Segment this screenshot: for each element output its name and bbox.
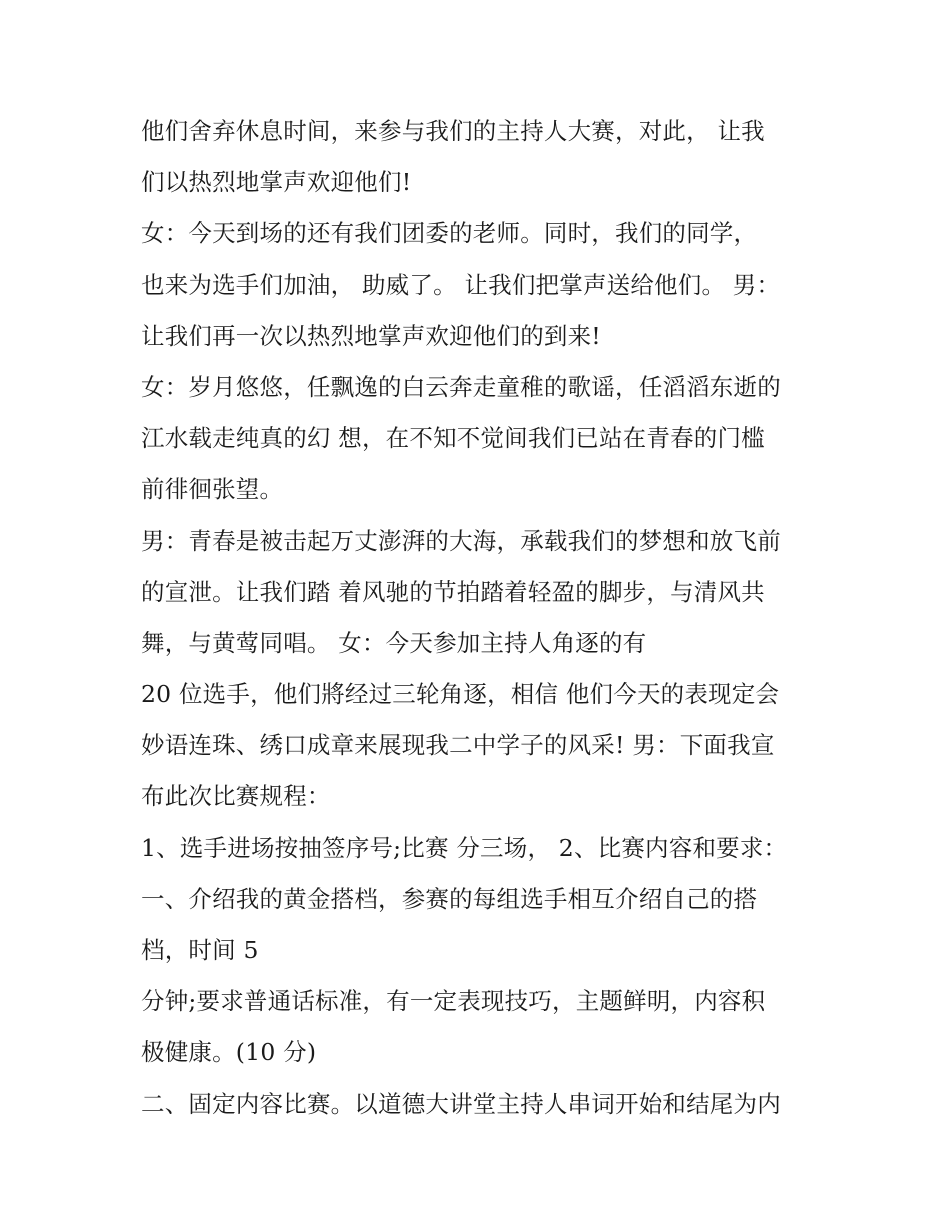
text-line: 妙语连珠、绣口成章来展现我二中学子的风采! 男：下面我宣 xyxy=(141,731,775,760)
text-line: 前徘徊张望。 xyxy=(141,475,284,504)
text-line: 20 位选手，他们將经过三轮角逐，相信 他们今天的表现定会 xyxy=(141,680,780,709)
text-line: 他们舍弃休息时间，来参与我们的主持人大赛，对此， 让我 xyxy=(141,117,765,145)
text-line: 舞，与黄莺同唱。 女：今天参加主持人角逐的有 xyxy=(141,628,647,657)
document-body xyxy=(141,106,831,1130)
text-line: 也来为选手们加油， 助威了。 让我们把掌声送给他们。 男： xyxy=(141,270,781,299)
text-line: 江水载走纯真的幻 想，在不知不觉间我们已站在青春的门槛 xyxy=(141,424,765,453)
text-line: 的宣泄。让我们踏 着风驰的节拍踏着轻盈的脚步，与清风共 xyxy=(141,577,765,606)
text-line: 们以热烈地掌声欢迎他们! xyxy=(141,168,412,197)
text-line: 二、固定内容比赛。以道德大讲堂主持人串词开始和结尾为内 xyxy=(141,1089,781,1118)
text-line: 女：今天到场的还有我们团委的老师。同时，我们的同学， xyxy=(141,219,758,248)
text-line: 极健康。(10 分) xyxy=(141,1038,317,1067)
text-line: 女：岁月悠悠，任飘逸的白云奔走童稚的歌谣，任滔滔东逝的 xyxy=(141,372,781,401)
text-line: 男：青春是被击起万丈澎湃的大海，承载我们的梦想和放飞前 xyxy=(141,526,781,555)
text-line: 分钟;要求普通话标准，有一定表现技巧，主题鲜明，内容积 xyxy=(141,987,766,1016)
text-line: 让我们再一次以热烈地掌声欢迎他们的到来! xyxy=(141,321,601,350)
text-line: 档，时间 5 xyxy=(141,936,259,964)
text-line: 一、介绍我的黄金搭档，参赛的每组选手相互介绍自己的搭 xyxy=(141,884,758,913)
text-line: 1、选手进场按抽签序号;比赛 分三场， 2、比赛内容和要求： xyxy=(141,833,788,862)
text-line: 布此次比赛规程： xyxy=(141,782,331,811)
